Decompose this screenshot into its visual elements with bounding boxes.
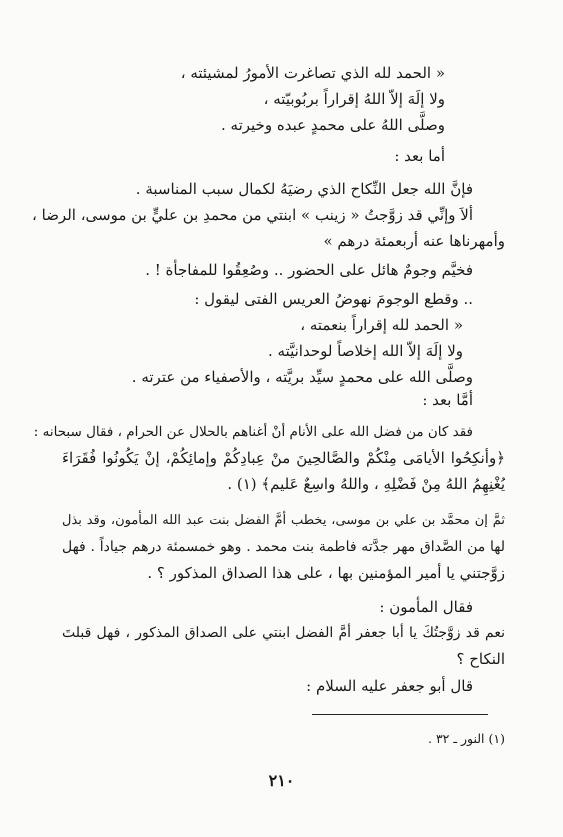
sermon-line-6: ألاَ وإنِّي قد زوَّجتُ « زينب » ابنتي من محمدِ بن عليٍّ بن موسى، الرضا ،	[32, 206, 473, 224]
narration-line: .. وقطع الوجومَ نهوضُ العريس الفتى ليقول :	[194, 290, 473, 308]
reply-line-2: ولا إلَهَ إلاّ الله إخلاصاً لوحدانيَّته .	[267, 342, 463, 360]
quran-verse-line: ﴿وأنكِحُوا الأيامَى مِنْكُمْ والصَّالحِينَ منْ عِبادِكُمْ وإمائِكُمْ، إنْ يَكُونُوا فُقَرَاءَ	[62, 449, 505, 467]
paragraph-line: لها من الصَّداق مهر جدَّته فاطمة بنت محمد . وهو خمسمئة درهم جياداً . فهل	[62, 539, 505, 555]
narration-line: فخيَّم وجومٌ هائل على الحضور .. وصُعِقُوا للمفاجأة ! .	[145, 261, 473, 279]
sermon-line-5: فإنَّ الله جعل النِّكاح الذي رضيَهُ لكمال سبب المناسبة .	[135, 180, 473, 198]
reply-line-3: وصلَّى الله على محمدٍ سيِّد بريَّته ، والأصفياء من عترته .	[131, 368, 473, 386]
sermon-line-2: ولا إلَهَ إلاّ اللهُ إقراراً بربُوبيّته ،	[263, 90, 445, 108]
sermon-line-4: أما بعد :	[394, 147, 445, 165]
paragraph-line: نعم قد زوَّجتُكَ يا أبا جعفر أمَّ الفضل ابنتي على الصداق المذكور ، فهل قبلتَ	[62, 625, 505, 641]
speaker-line: فقال المأمون :	[379, 598, 473, 616]
paragraph-line: النكاح ؟	[456, 650, 505, 668]
page-number: ٢١٠	[268, 771, 295, 790]
speaker-line: قال أبو جعفر عليه السلام :	[306, 677, 473, 695]
reply-line-1: « الحمد لله إقراراً بنعمته ،	[300, 316, 463, 334]
footnote: (١) النور ـ ٣٢ .	[427, 731, 505, 746]
paragraph-line: فقد كان من فضل الله على الأنام أنْ أغناهم بالحلال عن الحرام ، فقال سبحانه :	[33, 424, 473, 440]
paragraph-line: ثمَّ إن محمَّد بن علي بن موسى، يخطب أمَّ الفضل بنت عبد الله المأمون، وقد بذل	[62, 513, 505, 528]
sermon-line-1: « الحمد لله الذي تصاغرت الأمورُ لمشيئته ،	[180, 64, 445, 82]
quran-verse-line: يُغْنِهِمُ اللهُ مِنْ فَضْلِهِ ، واللهُ واسِعٌ عَليم﴾ (١) .	[227, 475, 505, 493]
reply-line-4: أمَّا بعد :	[422, 391, 473, 409]
sermon-line-3: وصلَّى اللهُ على محمدٍ عبده وخيرته .	[221, 116, 445, 134]
paragraph-line: زوَّجتني يا أمير المؤمنين بها ، على هذا الصداق المذكور ؟ .	[147, 564, 505, 582]
paragraph-line: وأمهرناها عنه أربعمئة درهم »	[323, 232, 505, 250]
footnote-separator	[312, 714, 488, 715]
